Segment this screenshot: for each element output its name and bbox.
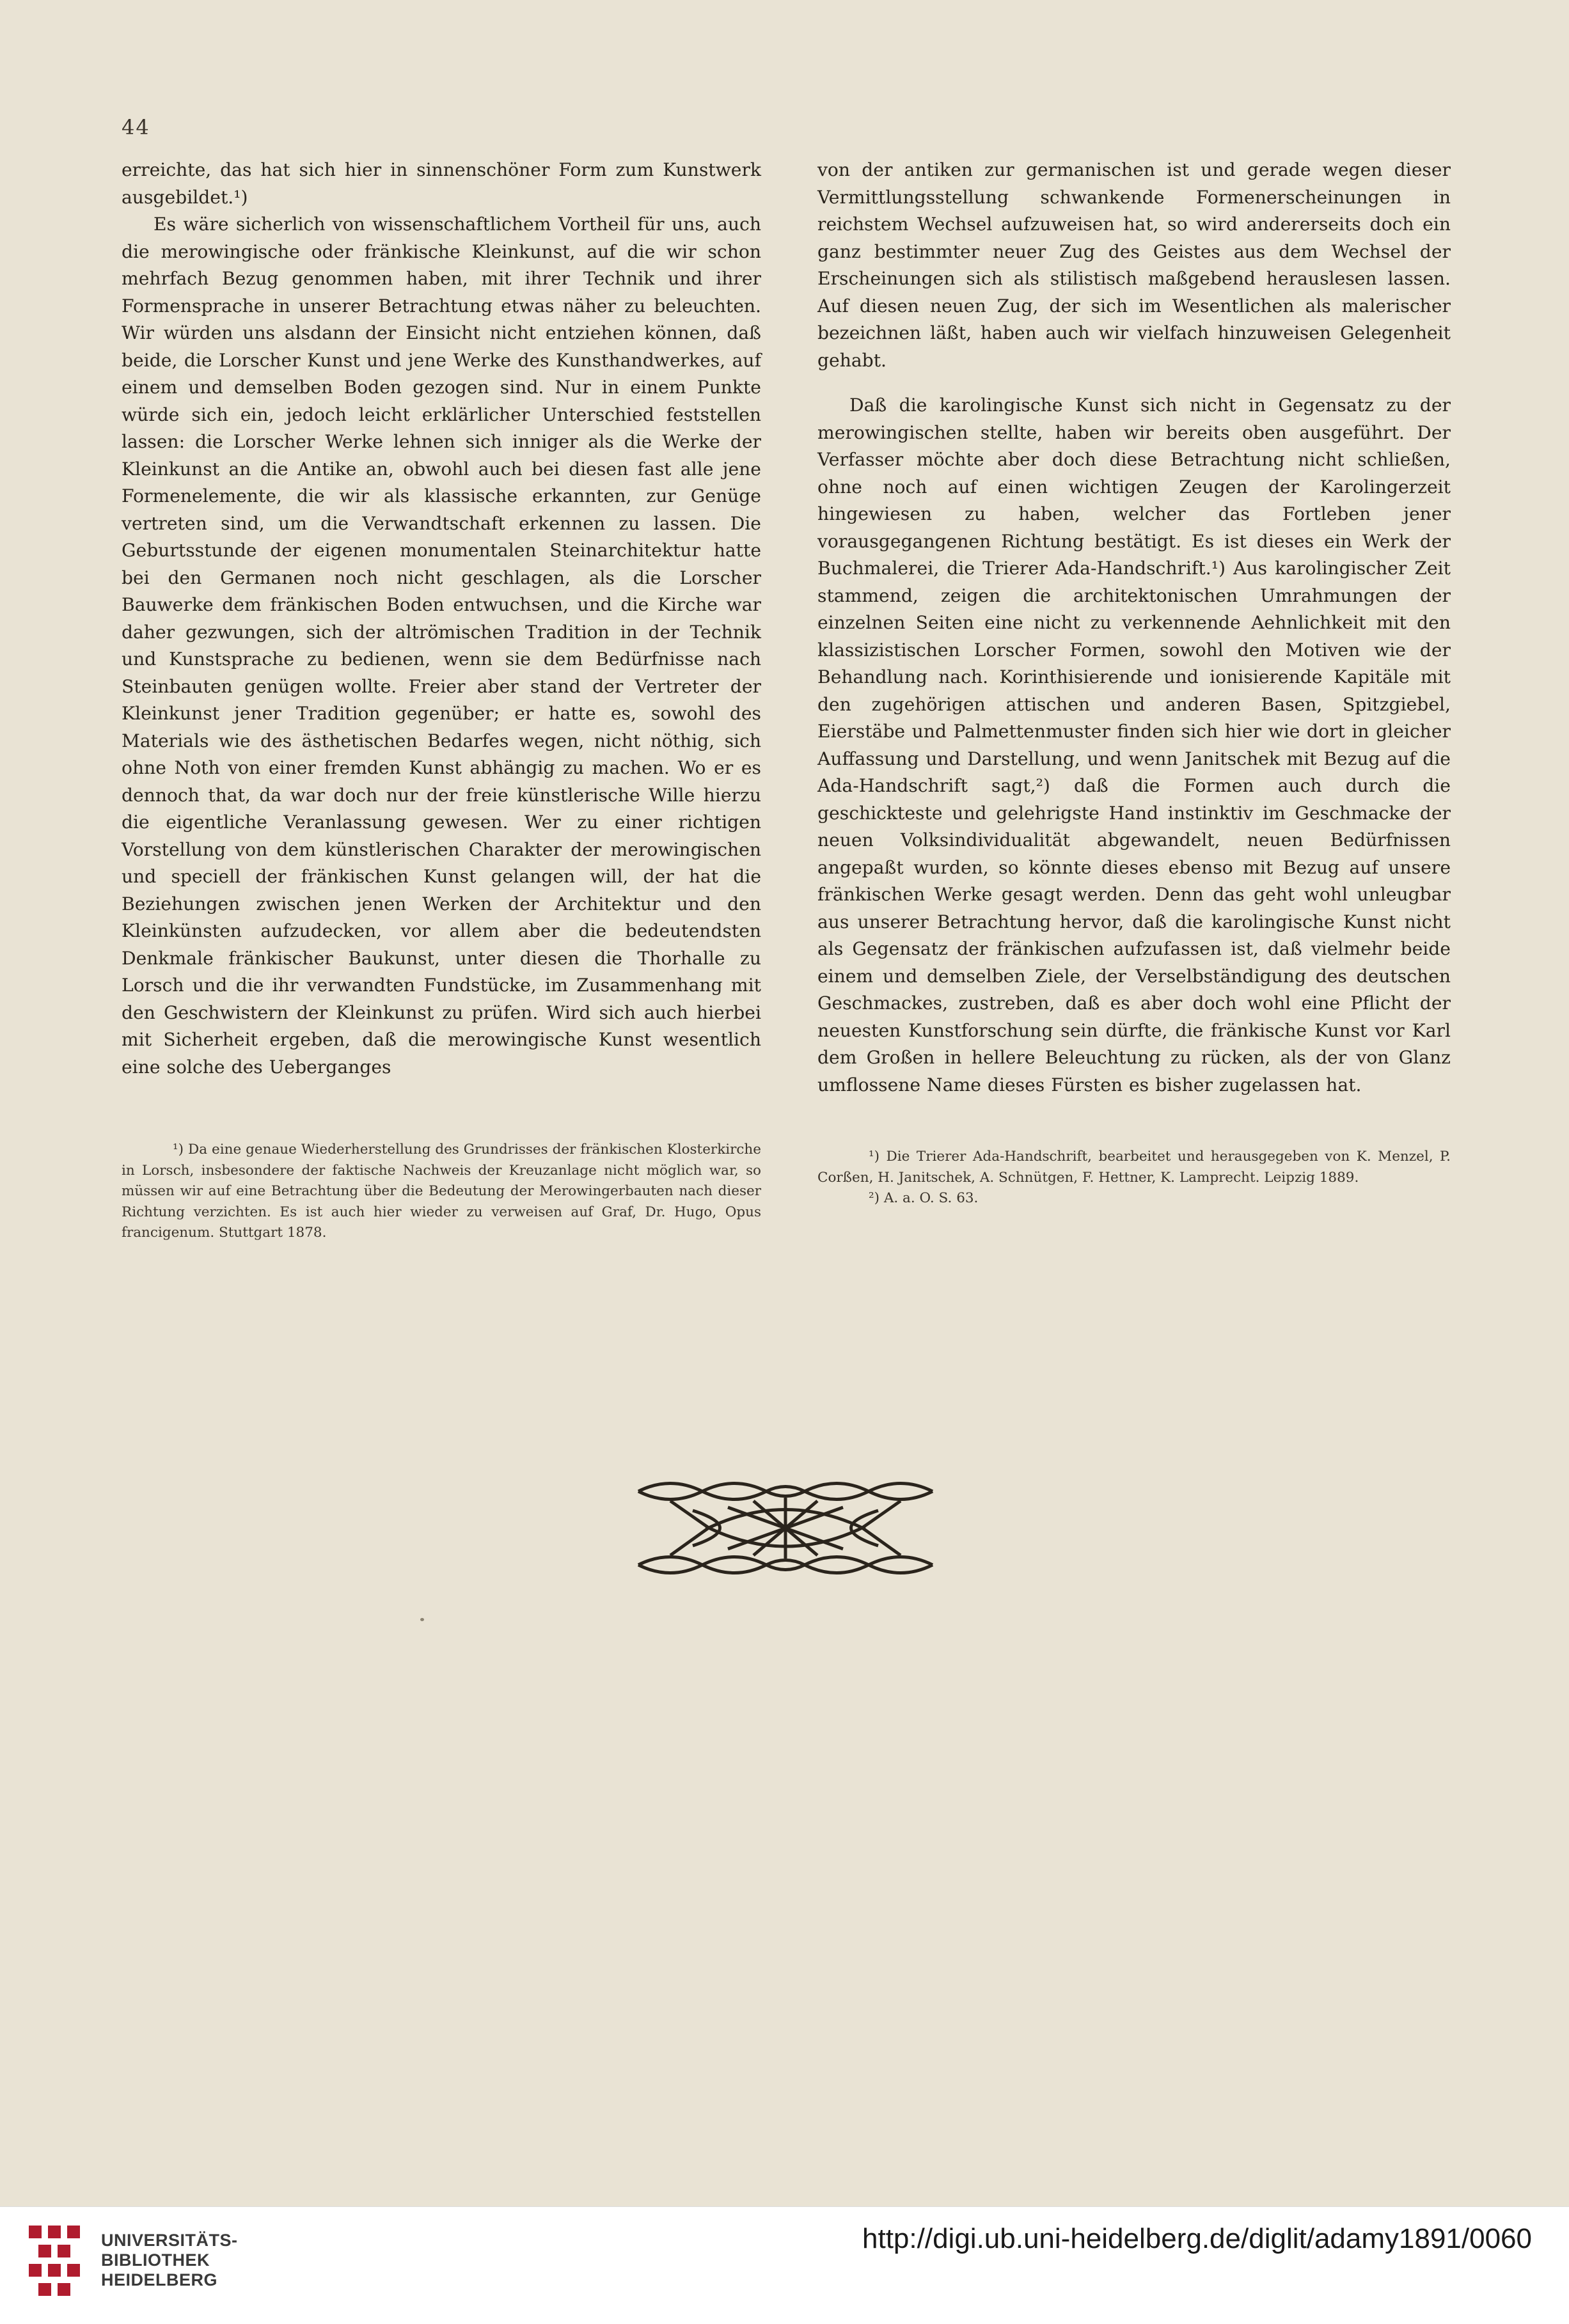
permalink-url[interactable]: http://digi.ub.uni-heidelberg.de/diglit/adamy1891/0060 <box>862 2223 1532 2254</box>
footnote-left-1: ¹) Da eine genaue Wiederherstellung des Grundrisses der fränkischen Klosterkirche in Lorsch, insbesondere der faktische Nachweis der Kreuzanlage nicht möglich war, so müssen wir auf eine Betrachtung über die Bedeutung der Merowingerbauten nach dieser Richtung verzichten. Es ist auch hier wieder zu verweisen auf Graf, Dr. Hugo, Opus francigenum. Stuttgart 1878. <box>122 1142 761 1241</box>
right-paragraph-2: Daß die karolingische Kunst sich nicht in Gegensatz zu der merowingischen stellte, haben wir bereits oben ausgeführt. Der Verfasser möchte aber doch diese Betrachtung nicht schließen, ohne noch auf einen wichtigen Zeugen der Karolingerzeit hingewiesen zu haben, welcher das Fortleben jener vorausgegangenen Richtung bestätigt. Es ist dieses ein Werk der Buchmalerei, die Trierer Ada-Handschrift.¹) Aus karolingischer Zeit stammend, zeigen die architektonischen Umrahmungen der einzelnen Seiten eine nicht zu verkennende Aehnlichkeit mit den klassizistischen Lorscher Formen, sowohl den Motiven wie der Behandlung nach. Korinthisierende und ionisierende Kapitäle mit den zugehörigen attischen und anderen Basen, Spitzgiebel, Eierstäbe und Palmettenmuster finden sich hier wie dort in gleicher Auffassung und Darstellung, und wenn Janitschek mit Bezug auf die Ada-Handschrift sagt,²) daß die Formen auch durch die geschickteste und gelehrigste Hand instinktiv im Geschmacke der neuen Volksindividualität abgewandelt, neuen Bedürfnissen angepaßt wurden, so könnte dieses ebenso mit Bezug auf unsere fränkischen Werke gesagt werden. Denn das geht wohl unleugbar aus unserer Betrachtung hervor, daß die karolingische Kunst nicht als Gegensatz der fränkischen aufzufassen ist, daß vielmehr beide einem und demselben Ziele, der Verselbständigung des deutschen Geschmackes, zustreben, daß es aber doch wohl eine Pflicht der neuesten Kunstforschung sein dürfte, die fränkische Kunst vor Karl dem Großen in hellere Beleuchtung zu rücken, als der von Glanz umflossene Name dieses Fürsten es bisher zugelassen hat. <box>817 395 1451 1095</box>
footnote-right-2: ²) A. a. O. S. 63. <box>869 1190 979 1206</box>
left-footnotes <box>122 1140 761 1244</box>
right-footnotes <box>817 1147 1451 1209</box>
right-paragraph-1: von der antiken zur germanischen ist und gerade wegen dieser Vermittlungsstellung schwankende Formenerscheinungen in reichstem Wechsel aufzuweisen hat, so wird andererseits doch ein ganz bestimmter neuer Zug des Geistes aus dem Wechsel der Erscheinungen sich als stilistisch maßgebend herauslesen lassen. Auf diesen neuen Zug, der sich im Wesentlichen als malerischer bezeichnen läßt, haben auch wir vielfach hinzuweisen Gelegenheit gehabt. <box>817 159 1451 371</box>
left-text-column <box>122 157 761 1081</box>
library-name-line-3: HEIDELBERG <box>101 2270 218 2289</box>
knotwork-ornament <box>632 1472 939 1584</box>
library-name <box>101 2231 238 2290</box>
left-paragraph-1: erreichte, das hat sich hier in sinnenschöner Form zum Kunstwerk ausgebildet.¹) <box>122 159 761 208</box>
paper-speck <box>420 1618 424 1621</box>
university-seal-icon <box>22 2219 93 2315</box>
page-number: 44 <box>122 115 150 139</box>
footnote-right-1: ¹) Die Trierer Ada-Handschrift, bearbeitet und herausgegeben von K. Menzel, P. Corßen, H. Janitschek, A. Schnütgen, F. Hettner, K. Lamprecht. Leipzig 1889. <box>817 1149 1451 1186</box>
library-name-line-2: BIBLIOTHEK <box>101 2250 210 2270</box>
library-name-line-1: UNIVERSITÄTS- <box>101 2231 238 2250</box>
left-paragraph-2: Es wäre sicherlich von wissenschaftlichem Vortheil für uns, auch die merowingische oder fränkische Kleinkunst, auf die wir schon mehrfach Bezug genommen haben, mit ihrer Technik und ihrer Formensprache in unserer Betrachtung etwas näher zu beleuchten. Wir würden uns alsdann der Einsicht nicht entziehen können, daß beide, die Lorscher Kunst und jene Werke des Kunsthandwerkes, auf einem und demselben Boden gezogen sind. Nur in einem Punkte würde sich ein, jedoch leicht erklärlicher Unterschied feststellen lassen: die Lorscher Werke lehnen sich inniger als die Werke der Kleinkunst an die Antike an, obwohl auch bei diesen fast alle jene Formenelemente, die wir als klassische erkannten, zur Genüge vertreten sind, um die Verwandtschaft erkennen zu lassen. Die Geburtsstunde der eigenen monumentalen Steinarchitektur hatte bei den Germanen noch nicht geschlagen, als die Lorscher Bauwerke dem fränkischen Boden entwuchsen, und die Kirche war daher gezwungen, sich der altrömischen Tradition in der Technik und Kunstsprache zu bedienen, wenn sie dem Bedürfnisse nach Steinbauten genügen wollte. Freier aber stand der Vertreter der Kleinkunst jener Tradition gegenüber; er hatte es, sowohl des Materials wie des ästhetischen Bedarfes wegen, nicht nöthig, sich ohne Noth von einer fremden Kunst abhängig zu machen. Wo er es dennoch that, da war doch nur der freie künstlerische Wille hierzu die eigentliche Veranlassung gewesen. Wer zu einer richtigen Vorstellung von dem künstlerischen Charakter der merowingischen und speciell der fränkischen Kunst gelangen will, der hat die Beziehungen zwischen jenen Werken der Architektur und den Kleinkünsten aufzudecken, vor allem aber die bedeutendsten Denkmale fränkischer Baukunst, unter diesen die Thorhalle zu Lorsch und die ihr verwandten Fundstücke, im Zusammenhang mit den Geschwistern der Kleinkunst zu prüfen. Wird sich auch hierbei mit Sicherheit ergeben, daß die merowingische Kunst wesentlich eine solche des Ueberganges <box>122 214 761 1078</box>
right-text-column <box>817 157 1451 1099</box>
